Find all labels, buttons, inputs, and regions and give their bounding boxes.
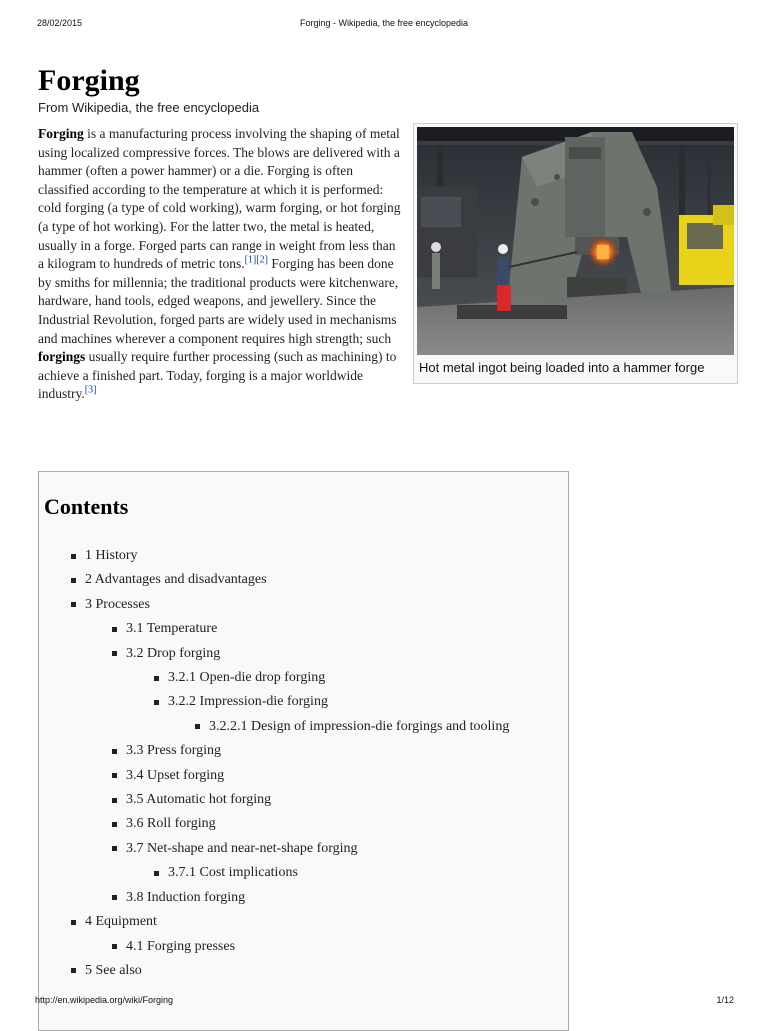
toc-link[interactable]: 3.3 Press forging	[126, 743, 222, 759]
lead-text-part1: is a manufacturing process involving the shaping of metal using localized compressive forces. The blows are delivered with a hammer (often a power hammer) or a die. Forging is often classified according to the temperature at which it is performed: cold forging (a type of cold working), warm forging, or hot forging (a type of hot working). For the latter two, the metal is heated, usually in a forge. Forged parts can range in weight from less than a kilogram to hundreds of metric tons.	[38, 126, 401, 272]
toc-item	[39, 739, 569, 763]
toc-list	[39, 544, 569, 983]
print-page-title: Forging - Wikipedia, the free encyclopedia	[299, 18, 469, 28]
bullet-icon	[112, 773, 117, 778]
toc-item	[39, 568, 569, 592]
citation-2[interactable]	[256, 255, 268, 266]
toc-link[interactable]: 3.5 Automatic hot forging	[126, 792, 272, 808]
page-url[interactable]	[35, 995, 173, 1005]
toc-item	[39, 666, 569, 690]
bullet-icon	[112, 627, 117, 632]
toc-item	[39, 715, 569, 739]
page-title: Forging	[38, 64, 140, 97]
toc-link[interactable]: 3.2 Drop forging	[126, 645, 221, 661]
lead-bold-term: Forging	[38, 126, 84, 141]
toc-item	[39, 959, 569, 983]
bullet-icon	[112, 895, 117, 900]
bullet-icon	[154, 700, 159, 705]
lead-text-part2: Forging has been done by smiths for millennia; the traditional products were kitchenware, hardware, hand tools, edged weapons, and jewellery. Since the Industrial Revolution, forged parts are widely used in mechanisms and machines wherever a component requires high strength; such	[38, 256, 399, 346]
toc-item	[39, 910, 569, 934]
toc-item	[39, 544, 569, 568]
bullet-icon	[112, 846, 117, 851]
toc-item	[39, 812, 569, 836]
bullet-icon	[71, 578, 76, 583]
bullet-icon	[112, 822, 117, 827]
bullet-icon	[71, 968, 76, 973]
citation-3[interactable]	[85, 385, 97, 396]
toc-link[interactable]: 3.2.2.1 Design of impression-die forgings and tooling	[209, 718, 510, 734]
bullet-icon	[112, 798, 117, 803]
toc-link[interactable]: 3.2.2 Impression-die forging	[168, 694, 328, 710]
citation-link-1[interactable]: [1]	[244, 254, 257, 266]
site-tagline: From Wikipedia, the free encyclopedia	[38, 100, 260, 115]
toc-link[interactable]: 1 History	[85, 548, 138, 563]
toc-item	[39, 642, 569, 666]
bullet-icon	[154, 676, 159, 681]
forge-photo-illustration	[417, 127, 734, 355]
toc-link[interactable]: 3.4 Upset forging	[126, 767, 225, 783]
toc-link[interactable]: 3 Processes	[85, 596, 150, 612]
toc-item	[39, 617, 569, 641]
bullet-icon	[112, 749, 117, 754]
toc-item	[39, 690, 569, 714]
toc-link[interactable]: 3.2.1 Open-die drop forging	[168, 670, 326, 686]
toc-link[interactable]: 3.6 Roll forging	[126, 816, 216, 832]
toc-link[interactable]: 3.7 Net-shape and near-net-shape forging	[126, 840, 358, 856]
bullet-icon	[112, 651, 117, 656]
toc-link[interactable]: 4.1 Forging presses	[126, 938, 236, 954]
citation-1[interactable]	[245, 255, 257, 266]
toc-heading: Contents	[44, 494, 129, 519]
toc-link[interactable]: 5 See also	[85, 962, 142, 978]
citation-link-3[interactable]: [3]	[84, 384, 97, 396]
toc-item	[39, 935, 569, 959]
page-number: 1/12	[716, 995, 734, 1005]
figure-thumbnail	[413, 123, 738, 384]
toc-item	[39, 861, 569, 885]
bullet-icon	[195, 724, 200, 729]
toc-link[interactable]: 3.7.1 Cost implications	[168, 865, 298, 881]
lead-text-part3: usually require further processing (such as machining) to achieve a finished part. Today, forging is a major worldwide industry.	[38, 349, 397, 402]
citation-link-2[interactable]: [2]	[256, 254, 268, 266]
toc-item	[39, 837, 569, 861]
toc-link[interactable]: 3.8 Induction forging	[126, 889, 246, 905]
toc-link[interactable]: 3.1 Temperature	[126, 621, 218, 637]
bullet-icon	[154, 871, 159, 876]
toc-item	[39, 593, 569, 617]
bullet-icon	[71, 554, 76, 559]
bullet-icon	[112, 944, 117, 949]
bullet-icon	[71, 920, 76, 925]
forge-photo[interactable]	[417, 127, 734, 355]
toc-link[interactable]: 4 Equipment	[85, 914, 157, 930]
table-of-contents	[38, 471, 569, 1031]
toc-item	[39, 764, 569, 788]
lead-bold-term-2: forgings	[38, 349, 86, 365]
toc-link[interactable]: 2 Advantages and disadvantages	[85, 572, 267, 588]
toc-item	[39, 886, 569, 910]
print-date: 28/02/2015	[37, 18, 83, 28]
toc-item	[39, 788, 569, 812]
article-body	[38, 64, 733, 404]
page-url-link[interactable]: http://en.wikipedia.org/wiki/Forging	[35, 995, 174, 1005]
bullet-icon	[71, 602, 76, 607]
figure-caption: Hot metal ingot being loaded into a hammer forge	[419, 360, 705, 375]
